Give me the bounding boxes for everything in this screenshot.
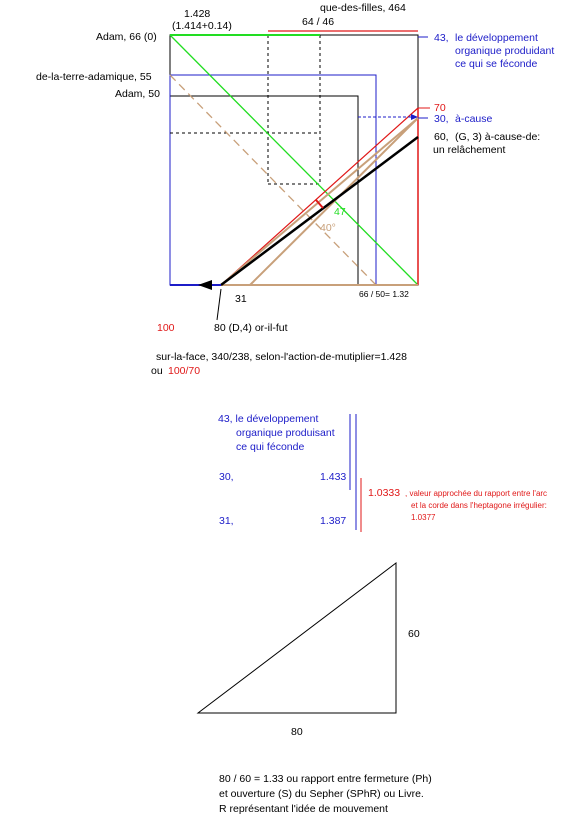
- main-geometry: [170, 31, 430, 290]
- triangle-caption-line2: et ouverture (S) du Sepher (SPhR) ou Livre.: [219, 788, 424, 800]
- mid-note-line3: 1.0377: [411, 513, 436, 522]
- mid-val1387: 1.387: [320, 515, 347, 527]
- top-labels: [36, 2, 554, 377]
- mid-n31: 31,: [219, 515, 234, 527]
- a-cause-label: à-cause: [455, 113, 493, 125]
- black-thick-diagonal: [221, 137, 418, 285]
- left-arrow-head: [198, 280, 212, 290]
- right-triangle: [198, 563, 396, 713]
- dev-line2: organique produidant: [455, 45, 555, 57]
- n31-label: 31: [235, 293, 247, 305]
- mid-note-line1: , valeur approchée du rapport entre l'arc: [405, 489, 548, 498]
- middle-section: [218, 413, 547, 532]
- bottom-triangle-section: [198, 563, 432, 815]
- n43-label: 43,: [434, 32, 449, 44]
- or-il-fut-label: 80 (D,4) or-il-fut: [214, 322, 288, 334]
- ratio-66-50-label: 66 / 50= 1.32: [359, 289, 409, 299]
- g3-line1: (G, 3) à-cause-de:: [455, 131, 541, 143]
- mid-n30: 30,: [219, 471, 234, 483]
- dev-line3: ce qui se féconde: [455, 58, 538, 70]
- ratio-1414-label: (1.414+0.14): [172, 20, 232, 32]
- mid-dev-line1: 43, le développement: [218, 413, 319, 425]
- n70-label: 70: [434, 102, 446, 114]
- mid-dev-line3: ce qui féconde: [236, 441, 305, 453]
- adam50-label: Adam, 50: [115, 88, 160, 100]
- green-diagonal: [170, 35, 418, 285]
- angle40-label: 40°: [320, 222, 336, 234]
- angle47-label: 47: [334, 206, 346, 218]
- que-des-filles-label: que-des-filles, 464: [320, 2, 406, 14]
- n30-label: 30,: [434, 113, 449, 125]
- ratio-100-70-label: 100/70: [168, 365, 201, 377]
- red-diagonal: [221, 108, 418, 285]
- triangle-caption-line3: R représentant l'idée de mouvement: [219, 803, 388, 815]
- mid-val10333: 1.0333: [368, 487, 401, 499]
- triangle-caption-line1: 80 / 60 = 1.33 ou rapport entre fermeture (Ph): [219, 773, 432, 785]
- mid-dev-line2: organique produisant: [236, 427, 335, 439]
- dev-line1: le développement: [455, 32, 538, 44]
- mid-val1433: 1.433: [320, 471, 347, 483]
- g3-line2: un relâchement: [433, 144, 506, 156]
- ratio-64-46-label: 64 / 46: [302, 16, 335, 28]
- or-il-fut-pointer: [217, 289, 221, 320]
- terre-adamique-label: de-la-terre-adamique, 55: [36, 71, 152, 83]
- n60-label: 60,: [434, 131, 449, 143]
- ratio-1428-label: 1.428: [184, 8, 211, 20]
- triangle-side80: 80: [291, 726, 303, 738]
- n100-label: 100: [157, 322, 175, 334]
- triangle-side60: 60: [408, 628, 420, 640]
- mid-note-line2: et la corde dans l'heptagone irrégulier:: [411, 501, 547, 510]
- sur-la-face-label: sur-la-face, 340/238, selon-l'action-de-mutiplier=1.428: [156, 351, 407, 363]
- ou-label: ou: [151, 365, 163, 377]
- adam66-label: Adam, 66 (0): [96, 31, 157, 43]
- adam50-rectangle: [170, 96, 358, 285]
